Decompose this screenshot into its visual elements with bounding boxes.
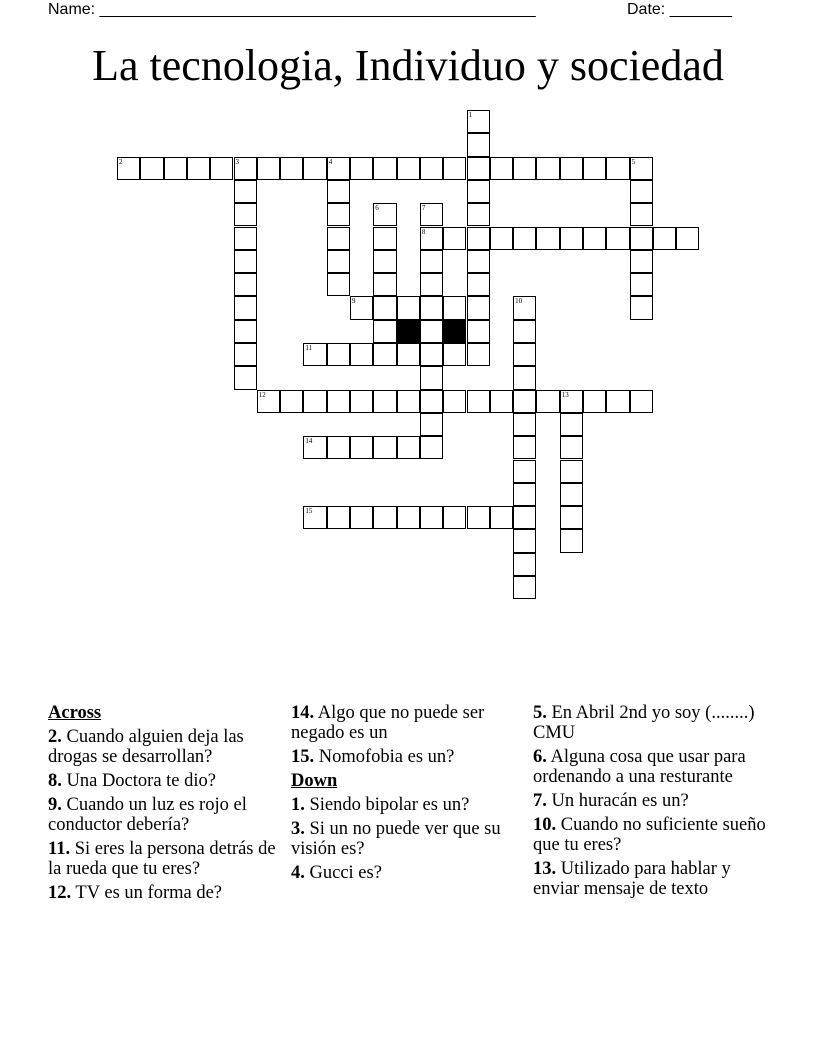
crossword-cell[interactable]: [350, 506, 373, 529]
crossword-cell[interactable]: [443, 343, 466, 366]
crossword-cell[interactable]: [187, 157, 210, 180]
crossword-cell[interactable]: [490, 157, 513, 180]
crossword-cell[interactable]: [606, 227, 629, 250]
crossword-cell[interactable]: [443, 506, 466, 529]
crossword-cell[interactable]: [467, 110, 490, 133]
cell-number: 6: [375, 204, 379, 213]
crossword-cell[interactable]: [327, 343, 350, 366]
crossword-cell[interactable]: [420, 390, 443, 413]
page-title: La tecnologia, Individuo y sociedad: [92, 41, 724, 90]
crossword-cell[interactable]: [536, 390, 559, 413]
clue-across-15: [291, 747, 531, 767]
clue-across-11: [48, 839, 288, 879]
cell-number: 2: [119, 157, 123, 166]
crossword-cell[interactable]: [560, 529, 583, 552]
cell-number: 7: [421, 204, 426, 213]
crossword-cell[interactable]: [350, 157, 373, 180]
crossword-cell[interactable]: [373, 506, 396, 529]
crossword-cell[interactable]: [630, 390, 653, 413]
clue-text: Algo que no puede ser negado es un: [291, 703, 485, 743]
crossword-cell[interactable]: [420, 320, 443, 343]
crossword-cell[interactable]: [560, 436, 583, 459]
clue-down-6: [533, 747, 773, 787]
clue-number: 9.: [48, 795, 62, 815]
crossword-cell[interactable]: [373, 296, 396, 319]
crossword-cell[interactable]: [467, 343, 490, 366]
clue-across-8: [48, 771, 288, 791]
black-square: [443, 320, 466, 343]
clue-down-13: [533, 859, 773, 899]
crossword-cell[interactable]: [560, 483, 583, 506]
crossword-cell[interactable]: [467, 203, 490, 226]
crossword-cell[interactable]: [373, 203, 396, 226]
clue-number: 10.: [533, 815, 557, 835]
clue-text: Una Doctora te dio?: [66, 771, 216, 791]
crossword-cell[interactable]: [490, 506, 513, 529]
crossword-cell[interactable]: [210, 157, 233, 180]
clue-number: 4.: [291, 863, 305, 883]
crossword-cell[interactable]: [327, 203, 350, 226]
crossword-cell[interactable]: [327, 157, 350, 180]
crossword-cell[interactable]: [234, 203, 257, 226]
crossword-cell[interactable]: [420, 250, 443, 273]
crossword-cell[interactable]: [350, 296, 373, 319]
crossword-cell[interactable]: [164, 157, 187, 180]
cell-number: 10: [515, 297, 523, 306]
crossword-cell[interactable]: [443, 227, 466, 250]
crossword-cell[interactable]: [536, 157, 559, 180]
crossword-cell[interactable]: [327, 227, 350, 250]
crossword-cell[interactable]: [606, 157, 629, 180]
crossword-cell[interactable]: [513, 320, 536, 343]
clue-number: 12.: [48, 883, 72, 903]
crossword-cell[interactable]: [490, 390, 513, 413]
crossword-cell[interactable]: [583, 227, 606, 250]
clue-across-9: [48, 795, 288, 835]
crossword-cell[interactable]: [373, 227, 396, 250]
crossword-cell[interactable]: [327, 436, 350, 459]
crossword-cell[interactable]: [327, 250, 350, 273]
down-heading: Down: [291, 771, 338, 791]
clue-number: 13.: [533, 859, 557, 879]
crossword-cell[interactable]: [234, 250, 257, 273]
crossword-cell[interactable]: [373, 390, 396, 413]
crossword-cell[interactable]: [140, 157, 163, 180]
crossword-cell[interactable]: [373, 250, 396, 273]
crossword-cell[interactable]: [467, 320, 490, 343]
crossword-cell[interactable]: [397, 296, 420, 319]
crossword-cell[interactable]: [467, 506, 490, 529]
crossword-cell[interactable]: [467, 133, 490, 156]
crossword-cell[interactable]: [583, 390, 606, 413]
clue-across-2: [48, 727, 288, 767]
crossword-cell[interactable]: [513, 506, 536, 529]
clue-down-10: [533, 815, 773, 855]
crossword-cell[interactable]: [536, 227, 559, 250]
crossword-cell[interactable]: [327, 180, 350, 203]
cell-number: 4: [328, 157, 333, 166]
crossword-cell[interactable]: [467, 296, 490, 319]
cell-number: 3: [235, 157, 239, 166]
crossword-cell[interactable]: [280, 157, 303, 180]
clue-text: Cuando alguien deja las drogas se desarrollan?: [48, 727, 244, 767]
crossword-cell[interactable]: [420, 436, 443, 459]
crossword-cell[interactable]: [513, 366, 536, 389]
crossword-cell[interactable]: [420, 296, 443, 319]
clue-down-3: [291, 819, 531, 859]
crossword-cell[interactable]: [350, 343, 373, 366]
crossword-cell[interactable]: [373, 157, 396, 180]
crossword-cell[interactable]: [630, 157, 653, 180]
crossword-cell[interactable]: [676, 227, 699, 250]
crossword-cell[interactable]: [630, 250, 653, 273]
clue-across-12: [48, 883, 288, 903]
crossword-cell[interactable]: [420, 227, 443, 250]
crossword-cell[interactable]: [513, 553, 536, 576]
clue-text: Si un no puede ver que su visión es?: [291, 819, 501, 859]
cell-number: 15: [305, 507, 313, 516]
clue-down-4: [291, 863, 531, 883]
crossword-cell[interactable]: [234, 320, 257, 343]
clue-number: 5.: [533, 703, 547, 723]
cell-number: 13: [561, 390, 569, 399]
crossword-cell[interactable]: [420, 273, 443, 296]
crossword-cell[interactable]: [513, 227, 536, 250]
clue-text: TV es un forma de?: [75, 883, 223, 903]
crossword-cell[interactable]: [234, 366, 257, 389]
crossword-cell[interactable]: [397, 343, 420, 366]
cell-number: 9: [352, 297, 356, 306]
clue-number: 1.: [291, 795, 305, 815]
crossword-cell[interactable]: [513, 413, 536, 436]
clue-text: Cuando no suficiente sueño que tu eres?: [533, 815, 766, 855]
crossword-cell[interactable]: [630, 203, 653, 226]
crossword-cell[interactable]: [397, 436, 420, 459]
clue-down-5: [533, 703, 773, 743]
clue-number: 15.: [291, 747, 315, 767]
crossword-cell[interactable]: [467, 157, 490, 180]
clue-number: 3.: [291, 819, 305, 839]
crossword-cell[interactable]: [117, 157, 140, 180]
clue-text: Si eres la persona detrás de la rueda que tu eres?: [48, 839, 276, 879]
clue-number: 6.: [533, 747, 547, 767]
crossword-cell[interactable]: [560, 390, 583, 413]
cell-number: 5: [631, 157, 636, 166]
clue-across-14: [291, 703, 531, 743]
crossword-cell[interactable]: [234, 296, 257, 319]
crossword-cell[interactable]: [630, 273, 653, 296]
crossword-cell[interactable]: [630, 296, 653, 319]
crossword-cell[interactable]: [467, 227, 490, 250]
crossword-cell[interactable]: [420, 413, 443, 436]
crossword-cell[interactable]: [560, 460, 583, 483]
clue-number: 8.: [48, 771, 62, 791]
crossword-cell[interactable]: [630, 227, 653, 250]
crossword-cell[interactable]: [513, 576, 536, 599]
crossword-cell[interactable]: [443, 157, 466, 180]
cell-number: 14: [305, 437, 313, 446]
clue-text: Un huracán es un?: [551, 791, 689, 811]
clue-text: Nomofobia es un?: [318, 747, 455, 767]
crossword-cell[interactable]: [513, 157, 536, 180]
crossword-cell[interactable]: [303, 436, 326, 459]
crossword-cell[interactable]: [397, 157, 420, 180]
crossword-cell[interactable]: [257, 390, 280, 413]
clue-column-1: [48, 703, 288, 907]
crossword-cell[interactable]: [630, 180, 653, 203]
cell-number: 8: [421, 227, 426, 236]
crossword-cell[interactable]: [350, 390, 373, 413]
crossword-cell[interactable]: [373, 320, 396, 343]
black-square: [397, 320, 420, 343]
clue-text: Cuando un luz es rojo el conductor debería?: [48, 795, 247, 835]
crossword-cell[interactable]: [606, 390, 629, 413]
crossword-cell[interactable]: [397, 390, 420, 413]
date-field-label: Date: _______: [627, 1, 732, 18]
crossword-cell[interactable]: [583, 157, 606, 180]
clue-column-3: [533, 703, 773, 903]
crossword-cell[interactable]: [327, 506, 350, 529]
crossword-cell[interactable]: [443, 296, 466, 319]
clue-text: Utilizado para hablar y enviar mensaje de texto: [533, 859, 731, 899]
crossword-cell[interactable]: [327, 390, 350, 413]
cell-number: 1: [468, 111, 472, 119]
crossword-cell[interactable]: [420, 343, 443, 366]
name-field-label: Name: _________________________________________________: [48, 1, 536, 18]
crossword-cell[interactable]: [234, 343, 257, 366]
clue-number: 11.: [48, 839, 71, 859]
crossword-cell[interactable]: [373, 436, 396, 459]
cell-number: 12: [258, 390, 266, 399]
crossword-cell[interactable]: [397, 506, 420, 529]
clue-number: 7.: [533, 791, 547, 811]
crossword-cell[interactable]: [327, 273, 350, 296]
crossword-cell[interactable]: [234, 273, 257, 296]
crossword-cell[interactable]: [350, 436, 373, 459]
crossword-cell[interactable]: [234, 227, 257, 250]
crossword-cell[interactable]: [303, 343, 326, 366]
clue-number: 2.: [48, 727, 62, 747]
crossword-cell[interactable]: [467, 180, 490, 203]
crossword-cell[interactable]: [303, 506, 326, 529]
clue-text: Siendo bipolar es un?: [309, 795, 470, 815]
crossword-cell[interactable]: [303, 390, 326, 413]
cell-number: 11: [305, 344, 313, 352]
clue-number: 14.: [291, 703, 315, 723]
crossword-cell[interactable]: [513, 483, 536, 506]
crossword-cell[interactable]: [373, 343, 396, 366]
crossword-cell[interactable]: [513, 436, 536, 459]
crossword-cell[interactable]: [513, 390, 536, 413]
crossword-cell[interactable]: [560, 227, 583, 250]
crossword-cell[interactable]: [513, 529, 536, 552]
crossword-cell[interactable]: [420, 157, 443, 180]
crossword-cell[interactable]: [560, 413, 583, 436]
clue-down-1: [291, 795, 531, 815]
crossword-cell[interactable]: [280, 390, 303, 413]
clue-text: Gucci es?: [309, 863, 382, 883]
crossword-cell[interactable]: [513, 296, 536, 319]
clue-text: En Abril 2nd yo soy (........) CMU: [533, 703, 755, 743]
clue-column-2: [291, 703, 531, 887]
clue-text: Alguna cosa que usar para ordenando a una resturante: [533, 747, 746, 787]
crossword-cell[interactable]: [467, 390, 490, 413]
crossword-cell[interactable]: [560, 157, 583, 180]
crossword-cell[interactable]: [443, 390, 466, 413]
crossword-cell[interactable]: [257, 157, 280, 180]
crossword-cell[interactable]: [467, 273, 490, 296]
crossword-cell[interactable]: [234, 180, 257, 203]
crossword-cell[interactable]: [420, 506, 443, 529]
crossword-cell[interactable]: [467, 250, 490, 273]
clue-down-7: [533, 791, 773, 811]
crossword-cell[interactable]: [560, 506, 583, 529]
crossword-cell[interactable]: [490, 227, 513, 250]
crossword-cell[interactable]: [653, 227, 676, 250]
across-heading: Across: [48, 703, 102, 723]
crossword-cell[interactable]: [513, 460, 536, 483]
crossword-cell[interactable]: [420, 366, 443, 389]
crossword-cell[interactable]: [234, 157, 257, 180]
crossword-cell[interactable]: [303, 157, 326, 180]
crossword-cell[interactable]: [420, 203, 443, 226]
crossword-cell[interactable]: [373, 273, 396, 296]
crossword-cell[interactable]: [513, 343, 536, 366]
